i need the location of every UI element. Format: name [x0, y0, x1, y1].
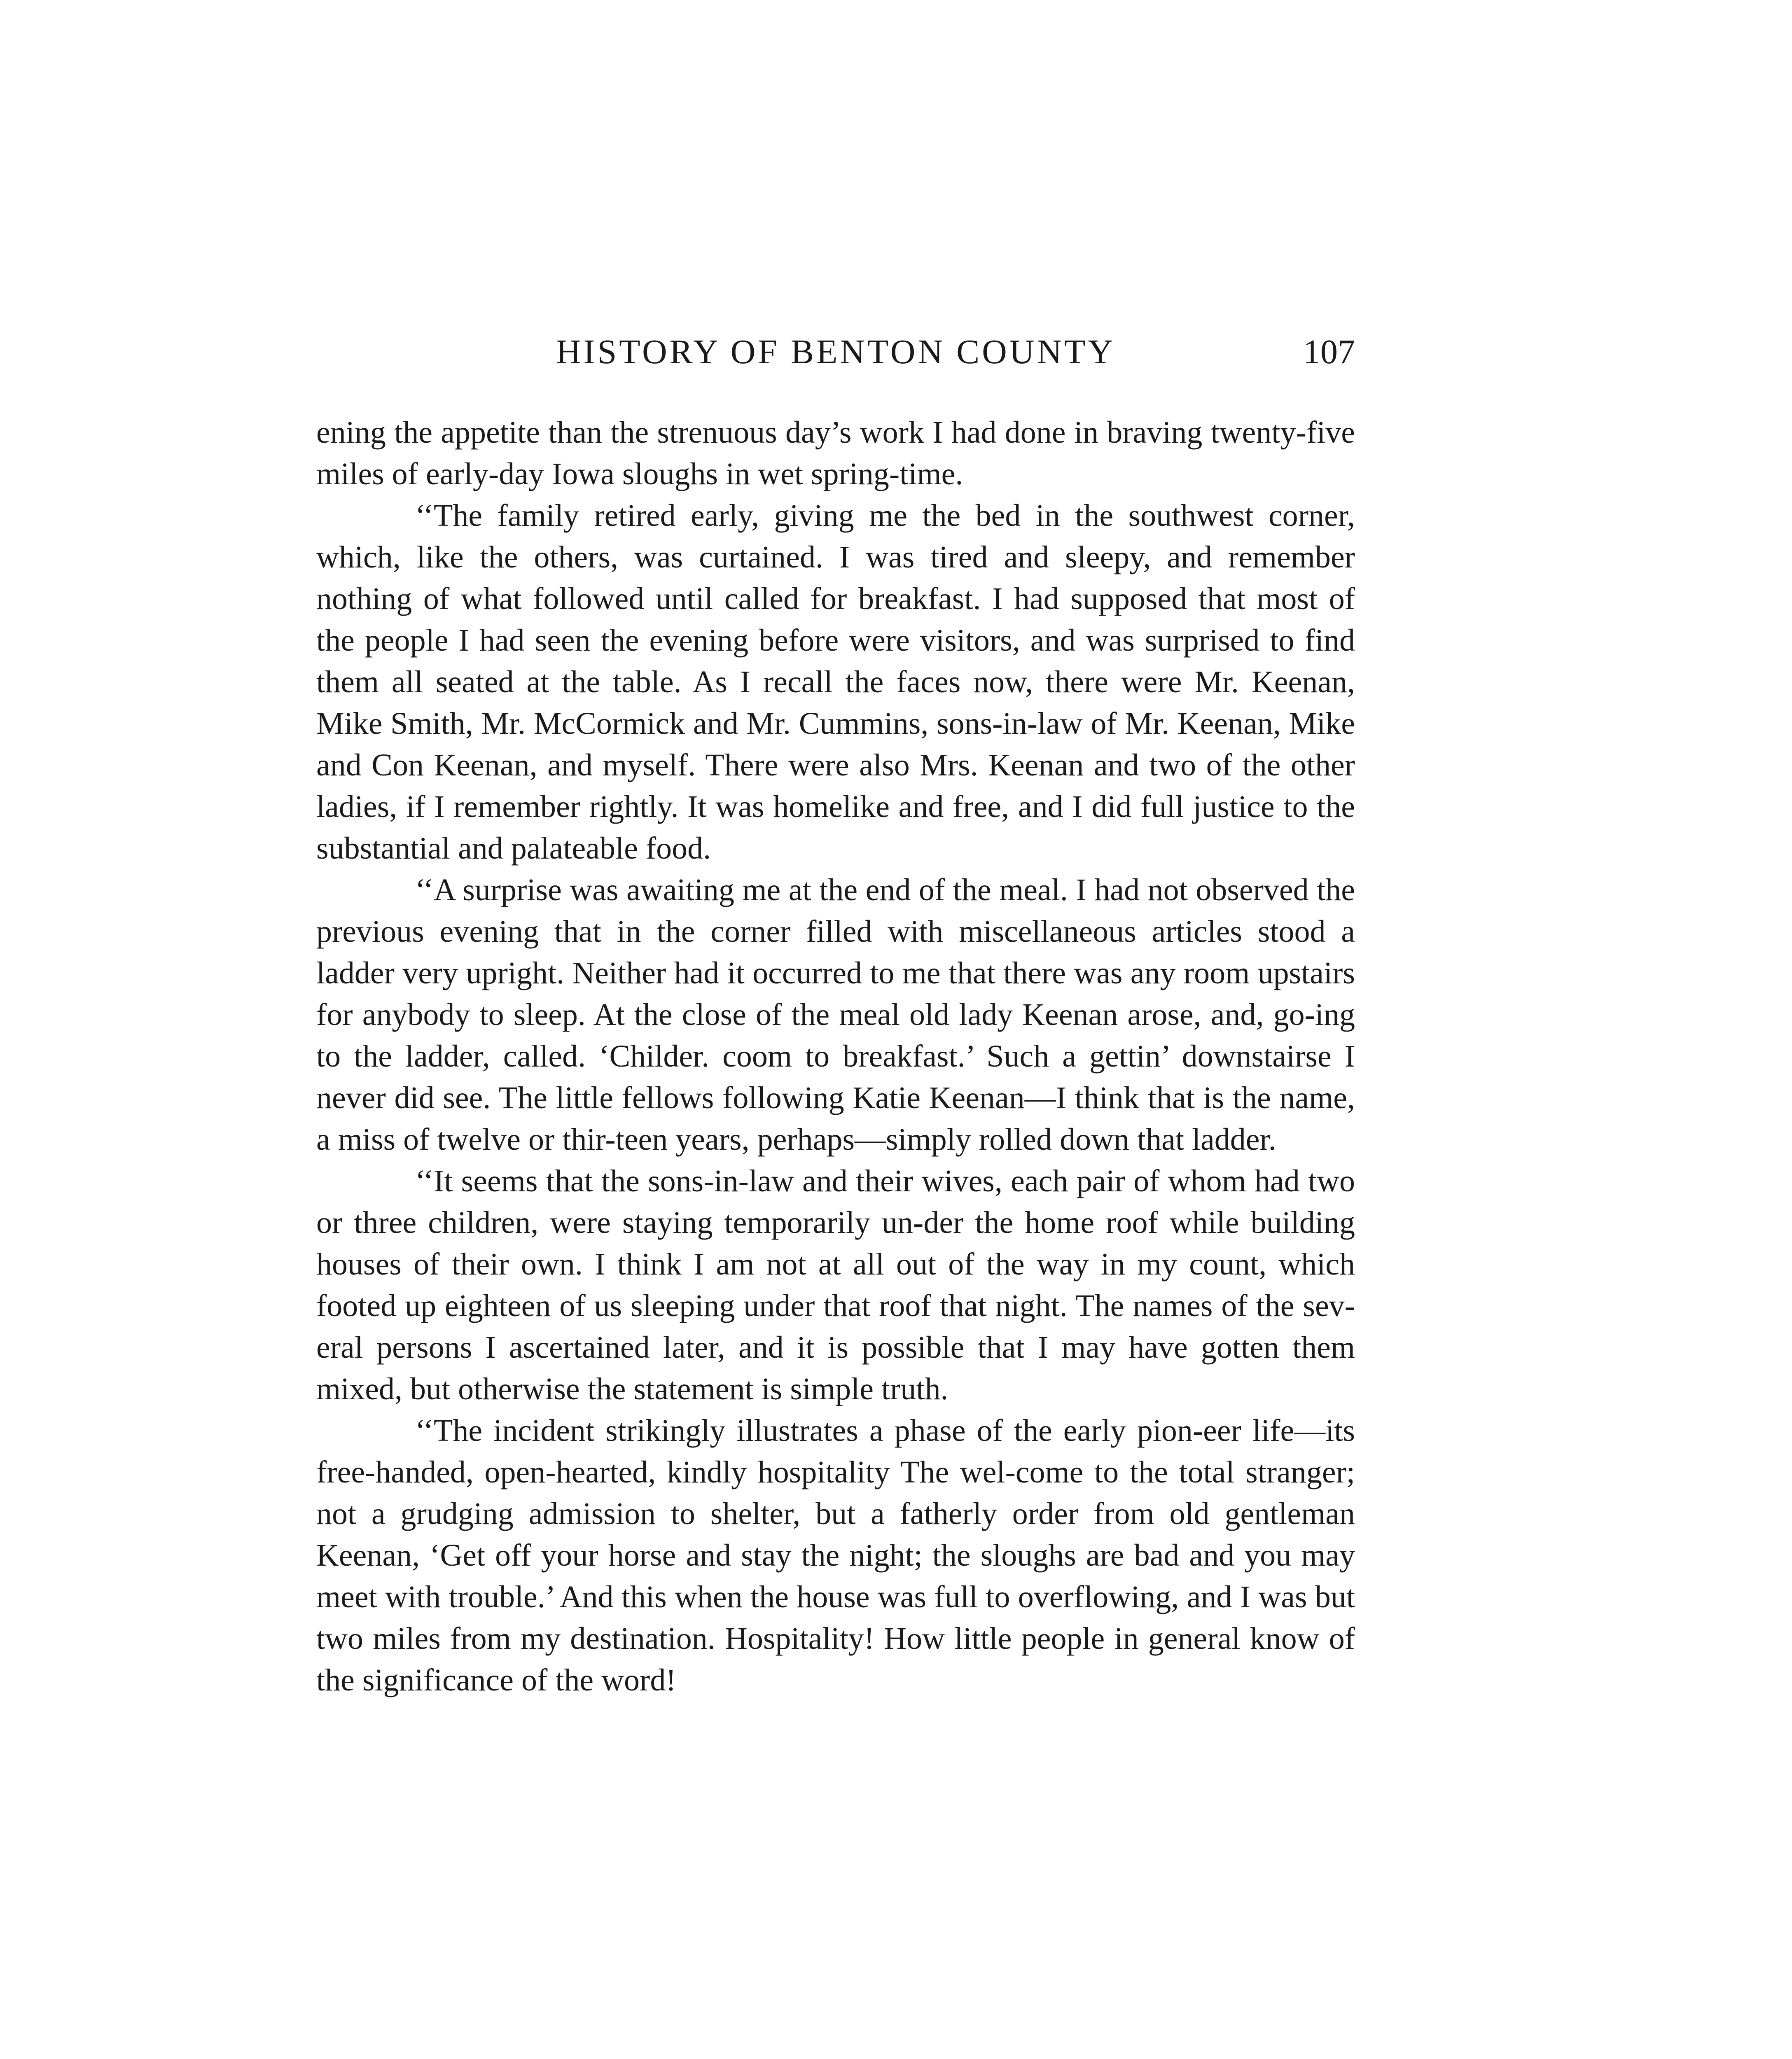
running-title: HISTORY OF BENTON COUNTY — [556, 333, 1116, 371]
paragraph: ‘‘The incident strikingly illustrates a phase of the early pion-eer life—its free-handed, open-hearted, kindly hospitality The wel-come to the total stranger; not a grudging admission to shelter, but a fatherly order from old gentleman Keenan, ‘Get off your horse and stay the night; the sloughs are bad and you may meet with trouble.’ And this when the house was full to overflowing, and I was but two miles from my destination. Hospitality! How little people in general know of the significance of the word! — [316, 1413, 1355, 1697]
paragraph: ‘‘A surprise was awaiting me at the end of the meal. I had not observed the previous evening that in the corner filled with miscellaneous articles stood a ladder very upright. Neither had it occurred to me that there was any room upstairs for anybody to sleep. At the close of the meal old lady Keenan arose, and, go-ing to the ladder, called. ‘Childer. coom to breakfast.’ Such a gettin’ downstairse I never did see. The little fellows following Katie Keenan—I think that is the name, a miss of twelve or thir-teen years, perhaps—simply rolled down that ladder. — [316, 873, 1355, 1157]
paragraph: ‘‘It seems that the sons-in-law and their wives, each pair of whom had two or three children, were staying temporarily un-der the home roof while building houses of their own. I think I am not at all out of the way in my count, which footed up eighteen of us sleeping under that roof that night. The names of the sev-eral persons I ascertained later, and it is possible that I may have gotten them mixed, but otherwise the statement is simple truth. — [316, 1164, 1355, 1406]
paragraph: ‘‘The family retired early, giving me the bed in the southwest corner, which, like the others, was curtained. I was tired and sleepy, and remember nothing of what followed until called for breakfast. I had supposed that most of the people I had seen the evening before were visitors, and was surprised to find them all seated at the table. As I recall the faces now, there were Mr. Keenan, Mike Smith, Mr. McCormick and Mr. Cummins, sons-in-law of Mr. Keenan, Mike and Con Keenan, and myself. There were also Mrs. Keenan and two of the other ladies, if I remember rightly. It was homelike and free, and I did full justice to the substantial and palateable food. — [316, 498, 1355, 866]
running-header — [316, 329, 1355, 375]
body-text — [316, 412, 1355, 1701]
paragraph-continuation: ening the appetite than the strenuous day’s work I had done in braving twenty-five miles of early-day Iowa sloughs in wet spring-time. — [316, 415, 1355, 491]
page-number: 107 — [1303, 333, 1355, 371]
